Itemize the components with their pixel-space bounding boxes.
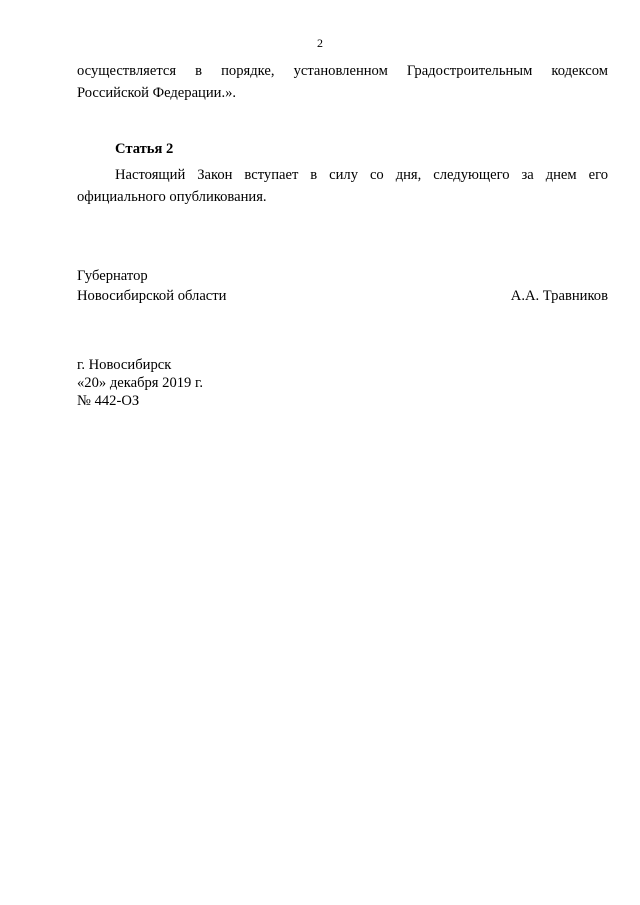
signatory-position-title: Губернатор <box>77 268 148 284</box>
footer-date: «20» декабря 2019 г. <box>77 375 203 391</box>
paragraph-line: осуществляется в порядке, установленном Градостроительным кодексом <box>77 63 608 79</box>
article-heading: Статья 2 <box>115 141 174 157</box>
paragraph-line: официального опубликования. <box>77 189 267 205</box>
footer-city: г. Новосибирск <box>77 357 172 373</box>
signatory-position-region: Новосибирской области <box>77 288 227 304</box>
footer-law-number: № 442-ОЗ <box>77 393 140 409</box>
article-paragraph <box>77 164 608 208</box>
document-footer <box>77 356 203 410</box>
paragraph-continuation <box>77 60 608 104</box>
signatory-name: А.А. Травников <box>510 288 608 304</box>
signature-row <box>77 286 608 306</box>
paragraph-line: Российской Федерации.». <box>77 85 237 101</box>
page-number: 2 <box>317 36 323 50</box>
paragraph-line: Настоящий Закон вступает в силу со дня, следующего за днем его <box>115 167 608 183</box>
